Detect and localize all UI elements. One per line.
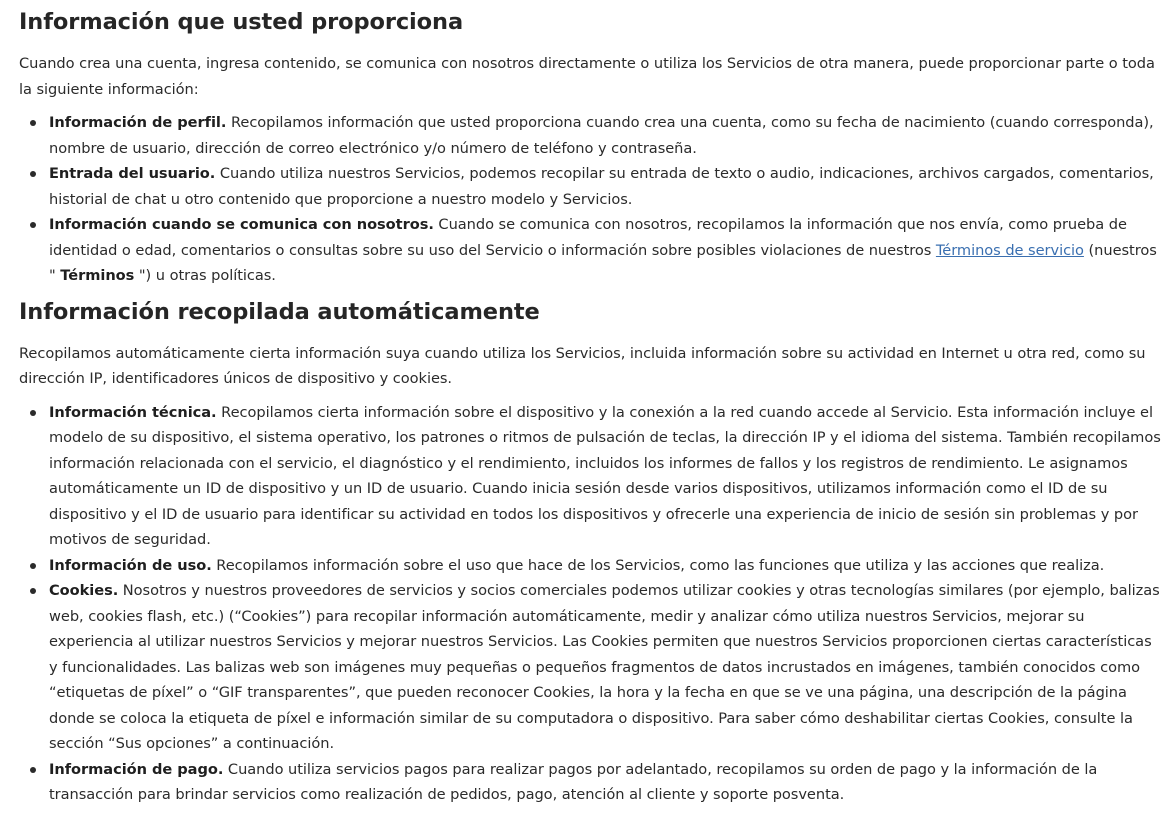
bullet-icon — [30, 410, 36, 416]
bullet-icon — [30, 588, 36, 594]
item-title: Información de pago. — [49, 760, 224, 778]
item-title: Entrada del usuario. — [49, 165, 216, 182]
list-item-usage-info — [49, 553, 1163, 579]
item-text-after-link: (nuestros " — [49, 241, 1157, 284]
bullet-icon — [30, 120, 36, 126]
item-title: Información de perfil. — [49, 114, 227, 131]
terms-of-service-link[interactable]: Términos de servicio — [935, 241, 1084, 259]
item-text: Recopilamos información que usted proporciona cuando crea una cuenta, como su fecha de nacimiento (cuando corresponda), nombre de usuario, dirección de correo electrónico y/o número de teléfono y contraseña. — [49, 114, 1154, 157]
section-heading-provided-info: Información que usted proporciona — [19, 9, 464, 35]
bullet-icon — [30, 171, 36, 177]
item-title: Información técnica. — [49, 403, 217, 421]
item-text: Cuando utiliza servicios pagos para realizar pagos por adelantado, recopilamos su orden de pago y la información de la transacción para brindar servicios como realización de pedidos, pago, atención al cliente y soporte posventa. — [49, 760, 1098, 803]
item-text: Recopilamos información sobre el uso que hace de los Servicios, como las funciones que utiliza y las acciones que realiza. — [211, 556, 1105, 574]
list-item-technical-info — [49, 400, 1163, 553]
section-intro-provided-info: Cuando crea una cuenta, ingresa contenido, se comunica con nosotros directamente o utiliza los Servicios de otra manera, puede proporcionar parte o toda la siguiente información: — [19, 55, 1155, 98]
item-text: Cuando utiliza nuestros Servicios, podemos recopilar su entrada de texto o audio, indicaciones, archivos cargados, comentarios, historial de chat u otro contenido que proporcione a nuestro modelo y Servicios. — [49, 165, 1154, 208]
section-heading-auto-collected: Información recopilada automáticamente — [19, 298, 540, 325]
list-item-user-input — [49, 161, 1163, 212]
item-title: Información de uso. — [49, 556, 212, 574]
item-text: Nosotros y nuestros proveedores de servicios y socios comerciales podemos utilizar cookies y otras tecnologías similares (por ejemplo, balizas web, cookies flash, etc.) (“Cookies”) para recopilar información automáticamente, medir y analizar cómo utiliza nuestros Servicios, mejorar su experiencia al utilizar nuestros Servicios y mejorar nuestros Servicios. Las Cookies permiten que nuestros Servicios proporcionen ciertas características y funcionalidades. Las balizas web son imágenes muy pequeñas o pequeños fragmentos de datos incrustados en imágenes, también conocidos como “etiquetas de píxel” o “GIF transparentes”, que pueden reconocer Cookies, la hora y la fecha en que se ve una página, una descripción de la página donde se coloca la etiqueta de píxel e información similar de su computadora o dispositivo. Para saber cómo deshabilitar ciertas Cookies, consulte la sección “Sus opciones” a continuación. — [49, 582, 1160, 752]
bullet-icon — [30, 767, 36, 773]
bullet-icon — [30, 563, 36, 569]
list-item-payment-info — [49, 757, 1163, 808]
item-title: Cookies. — [49, 582, 119, 599]
terms-bold-term: Términos — [60, 267, 135, 284]
item-text: Cuando se comunica con nosotros, recopilamos la información que nos envía, como prueba de identidad o edad, comentarios o consultas sobre su uso del Servicio o información sobre posibles violaciones de nuestros — [49, 216, 1127, 259]
list-item-contact-info — [49, 212, 1163, 289]
item-text-tail: ") u otras políticas. — [134, 267, 276, 284]
auto-collected-list — [19, 400, 1163, 808]
section-intro-auto-collected: Recopilamos automáticamente cierta información suya cuando utiliza los Servicios, incluida información sobre su actividad en Internet u otra red, como su dirección IP, identificadores únicos de dispositivo y cookies. — [19, 344, 1146, 387]
item-title: Información cuando se comunica con nosotros. — [49, 216, 434, 233]
provided-info-list — [19, 110, 1163, 289]
bullet-icon — [30, 222, 36, 228]
list-item-profile-info — [49, 110, 1163, 161]
item-text: Recopilamos cierta información sobre el dispositivo y la conexión a la red cuando accede al Servicio. Esta información incluye el modelo de su dispositivo, el sistema operativo, los patrones o ritmos de pulsación de teclas, la dirección IP y el idioma del sistema. También recopilamos información relacionada con el servicio, el diagnóstico y el rendimiento, incluidos los informes de fallos y los registros de rendimiento. Le asignamos automáticamente un ID de dispositivo y un ID de usuario. Cuando inicia sesión desde varios dispositivos, utilizamos información como el ID de su dispositivo y el ID de usuario para identificar su actividad en todos los dispositivos y ofrecerle una experiencia de inicio de sesión sin problemas y por motivos de seguridad. — [49, 403, 1161, 548]
list-item-cookies — [49, 578, 1163, 757]
